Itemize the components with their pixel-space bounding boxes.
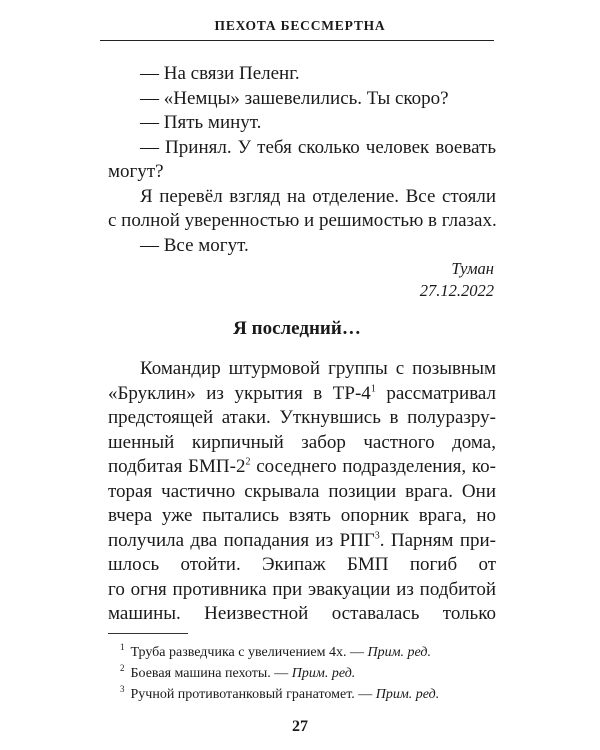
footnotes [120, 642, 439, 705]
footnote-note: Прим. ред. [375, 687, 440, 702]
footnote-text: Ручной противотанковый гранатомет. — [130, 687, 376, 702]
footnote-text: Боевая машина пехоты. — [130, 666, 292, 681]
footnote-rule [108, 633, 188, 634]
dialogue-block [108, 62, 496, 258]
signature-name: Туман [451, 259, 494, 278]
footnote-text: Труба разведчика с увеличением 4х. — [130, 645, 368, 660]
footnote-number: 3 [120, 684, 125, 695]
paragraph-line: вчера уже пытались взять опорник врага, но [108, 505, 496, 526]
footnote-number: 2 [120, 663, 125, 674]
dialogue-line: — Все могут. [140, 234, 249, 256]
paragraph-line: го огня противника при эвакуации из подбитой [108, 578, 496, 600]
footnote-ref[interactable]: 1 [370, 383, 376, 395]
paragraph-line: получила два попадания из РПГ$^3$. Парням при- [108, 529, 496, 551]
footnote-ref[interactable]: 3 [374, 530, 380, 542]
footnote [120, 684, 439, 705]
paragraph-line: предстоящей атаки. Уткнувшись в полуразру- [108, 407, 496, 428]
footnote-note: Прим. ред. [291, 666, 356, 681]
paragraph-line: подбитая БМП-$2^2$ соседнего подразделения, ко- [108, 456, 496, 477]
dialogue-line: — Принял. У тебя сколько человек воевать [140, 136, 496, 158]
dialogue-line: — «Немцы» зашевелились. Ты скоро? [140, 87, 449, 109]
paragraph-line: Командир штурмовой группы с позывным [140, 358, 496, 379]
paragraph-line: «Бруклин» из укрытия в $ТР-4^1$ рассматривал [108, 382, 496, 404]
paragraph-line: шлось отойти. Экипаж БМП погиб от [108, 554, 496, 575]
paragraph-line: шенный кирпичный забор частного дома, [108, 431, 496, 453]
running-head: ПЕХОТА БЕССМЕРТНА [214, 18, 386, 33]
dialogue-line: Я перевёл взгляд на отделение. Все стояли [140, 185, 496, 207]
dialogue-line: — Пять минут. [140, 112, 262, 133]
footnote-note: Прим. ред. [367, 645, 431, 660]
footnote-ref[interactable]: 2 [245, 456, 251, 468]
paragraph-line: машины. Неизвестной оставалась только [108, 603, 496, 624]
dialogue-line: — На связи Пеленг. [140, 63, 300, 84]
section-title: Я последний… [233, 318, 361, 339]
paragraph-line: торая частично скрывала позиции врага. Они [108, 480, 496, 502]
footnote [120, 663, 439, 684]
signature-block [420, 258, 494, 302]
dialogue-line: с полной уверенностью и решимостью в глазах. [108, 210, 497, 231]
footnote-number: 1 [120, 642, 125, 653]
main-paragraph [108, 357, 496, 627]
page-number: 27 [292, 718, 308, 735]
header-rule [100, 40, 494, 41]
footnote [120, 642, 439, 663]
signature-date: 27.12.2022 [419, 281, 494, 300]
dialogue-line: могут? [108, 161, 164, 182]
